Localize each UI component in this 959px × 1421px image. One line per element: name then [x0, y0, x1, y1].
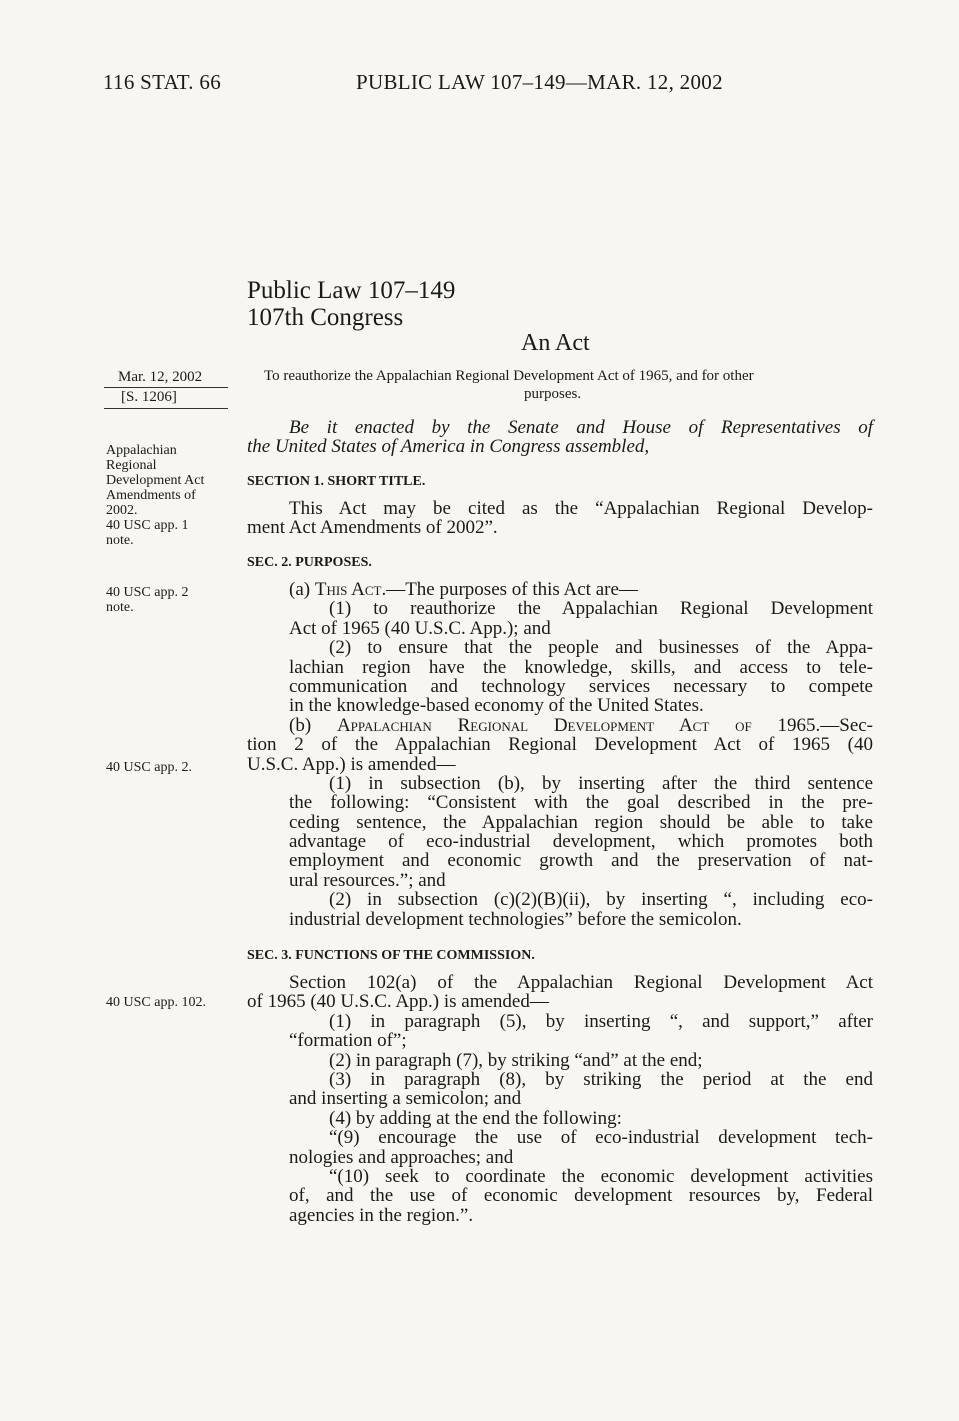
margin-note-purposes: 40 USC app. 2 note. — [106, 585, 189, 615]
running-title: PUBLIC LAW 107–149—MAR. 12, 2002 — [356, 70, 723, 94]
an-act-heading: An Act — [521, 330, 590, 356]
section-1-heading: SECTION 1. SHORT TITLE. — [247, 474, 426, 489]
margin-date: Mar. 12, 2002 — [118, 369, 203, 385]
section-3-text: Section 102(a) of the Appalachian Regional Development Act of 1965 (40 U.S.C. App.) is amended— (1) in paragraph (5), by inserting “, and support,” after “formation of”; (2) in paragraph (7), by striking “and” at the end; (3) in paragraph (8), by striking the period at the end and inserting a semicolon; and (4) by adding at the end the following: “(9) encourage the use of eco-industrial development tech- nologies and approaches; and “(10) seek to coordinate the economic development activities of, and the use of economic development resources by, Federal agencies in the region.”. — [247, 972, 873, 1226]
public-law-title: Public Law 107–149 — [247, 277, 456, 304]
section-2-text: (a) This Act.—The purposes of this Act are— (1) to reauthorize the Appalachian Regional Development Act of 1965 (40 U.S.C. App.); and (2) to ensure that the people and businesses of the Appa- lachian region have the knowledge, skills, and access to tele- communication and technology services necessary to compete in the knowledge-based economy of the United States. (b) Appalachian Regional Development Act of 1965.—Sec- tion 2 of the Appalachian Regional Development Act of 1965 (40 U.S.C. App.) is amended— (1) in subsection (b), by inserting after the third sentence the following: “Consistent with the goal described in the pre- ceding sentence, the Appalachian region should be able to take advantage of eco-industrial development, which promotes both employment and economic growth and the preservation of nat- ural resources.”; and (2) in subsection (c)(2)(B)(ii), by inserting “, including eco- industrial development technologies” before the semicolon. — [247, 579, 874, 930]
margin-note-short-title: Appalachian Regional Development Act Amendments of 2002. 40 USC app. 1 note. — [106, 443, 205, 548]
subsection-b-heading: (b) Appalachian Regional Development Act of 1965.—Sec- — [289, 714, 874, 736]
section-3-heading: SEC. 3. FUNCTIONS OF THE COMMISSION. — [247, 948, 535, 963]
page-stat-number: 116 STAT. 66 — [103, 70, 222, 94]
margin-rule — [104, 387, 228, 388]
section-2-heading: SEC. 2. PURPOSES. — [247, 555, 372, 570]
enacting-clause: Be it enacted by the Senate and House of Representatives of the United States of America in Congress assembled, — [247, 417, 873, 458]
margin-note-section-102: 40 USC app. 102. — [106, 995, 206, 1010]
congress-title: 107th Congress — [247, 304, 404, 331]
margin-rule — [104, 408, 228, 409]
margin-bill-number: [S. 1206] — [121, 389, 177, 405]
subsection-a-heading: (a) This Act.—The purposes of this Act are— — [289, 579, 638, 600]
section-1-text: This Act may be cited as the “Appalachian Regional Develop- ment Act Amendments of 2002”. — [247, 498, 873, 539]
purpose-line: To reauthorize the Appalachian Regional Development Act of 1965, and for other — [264, 368, 754, 384]
margin-note-section-2: 40 USC app. 2. — [106, 760, 192, 775]
purpose-line: purposes. — [524, 386, 582, 402]
